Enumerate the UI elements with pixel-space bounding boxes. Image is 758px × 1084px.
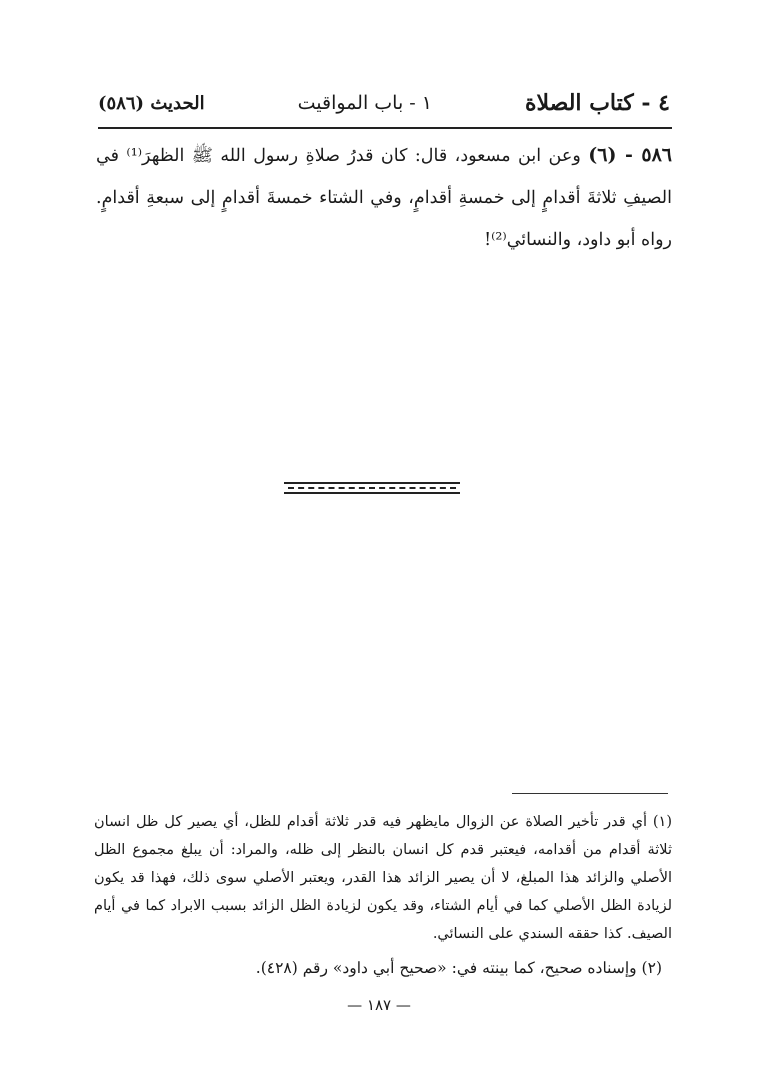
- hadith-reference: الحديث (٥٨٦): [98, 92, 205, 114]
- header-rule: [98, 127, 672, 129]
- footnote-1: (١) أي قدر تأخير الصلاة عن الزوال مايظهر فيه قدر ثلاثة أقدام للظل، أي يصير كل ظل انسان ثلاثة أقدام من أقدامه، فيعتبر قدم كل انسان بالنظر إلى ظله، والمراد: أن يبلغ مجموع الظل الأصلي والزائد هذا المبلغ، لا أن يصير الزائد هذا القدر، ويعتبر الأصلي سوى ذلك، فهذا قد يكون لزيادة الظل الأصلي كما في أيام الشتاء، وقد يكون لزيادة الظل الزائد بسبب الابراد كما في أيام الصيف. كذا حققه السندي على النسائي.: [94, 814, 672, 942]
- chapter-title: ١ - باب المواقيت: [297, 92, 432, 114]
- footnote-rule: [512, 793, 668, 794]
- footnotes: [94, 808, 672, 982]
- footnote-2: (٢) وإسناده صحيح، كما بينته في: «صحيح أبي داود» رقم (٤٢٨).: [255, 959, 662, 977]
- hadith-text: وعن ابن مسعود، قال: كان قدرُ صلاةِ رسول الله ﷺ الظهرَ⁽¹⁾ في الصيفِ ثلاثةَ أقدامٍ إلى خمسةِ أقدامٍ، وفي الشتاء خمسةَ أقدامٍ إلى سبعةِ أقدامٍ. رواه أبو داود، والنسائي⁽²⁾!: [96, 146, 672, 250]
- running-header: [98, 80, 670, 126]
- page-number: — ١٨٧ —: [347, 996, 411, 1014]
- hadith-number: ٥٨٦ - (٦): [588, 144, 672, 166]
- hadith-body: [96, 134, 672, 261]
- book-title: ٤ - كتاب الصلاة: [524, 90, 670, 116]
- ornamental-divider: [284, 480, 460, 494]
